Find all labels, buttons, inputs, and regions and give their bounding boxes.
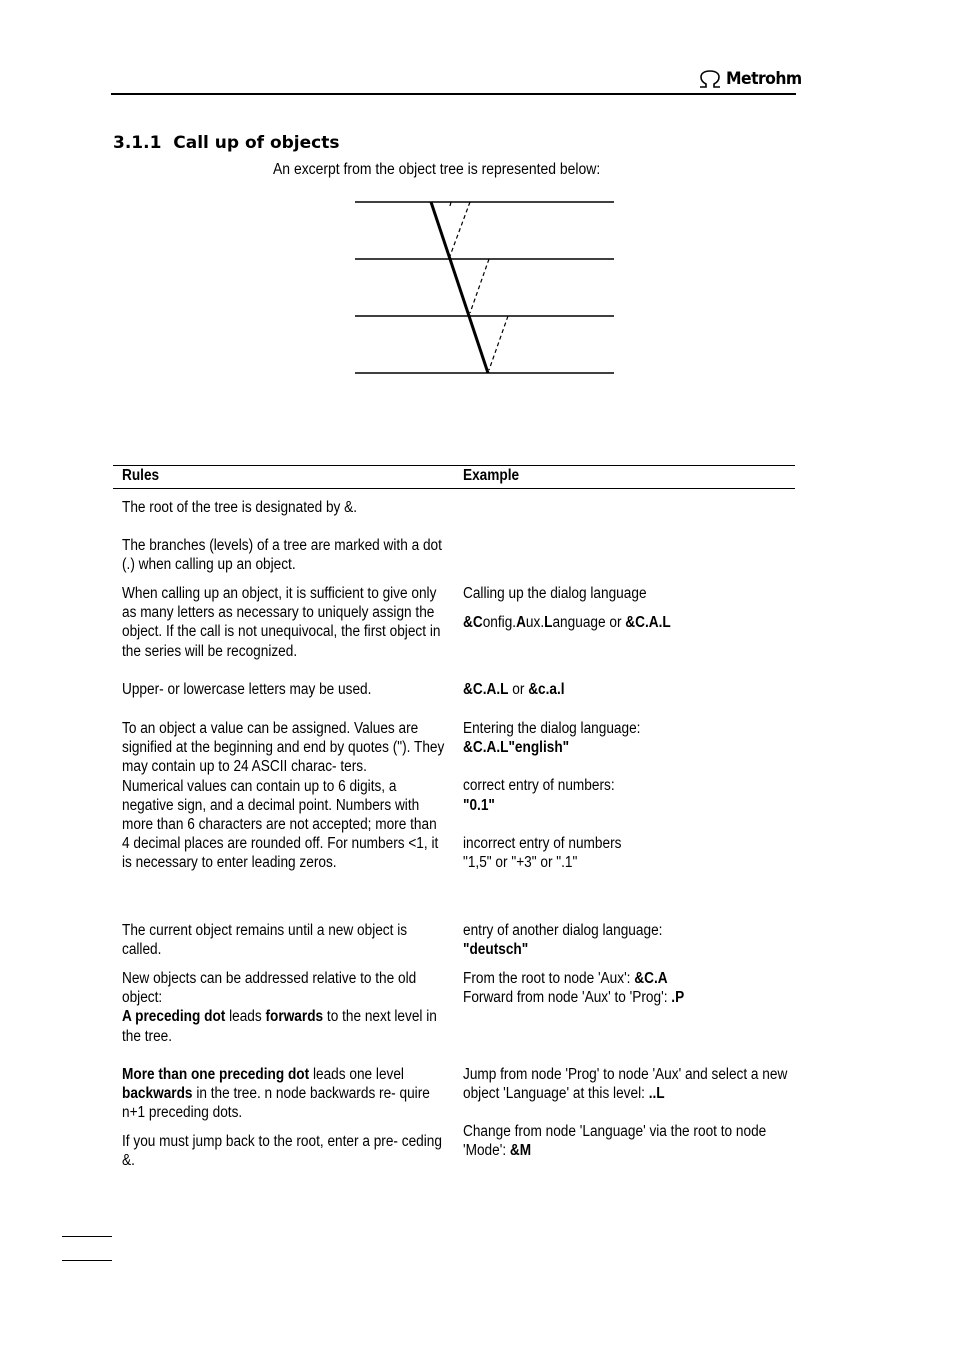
example-jump-root: [463, 1122, 797, 1160]
example-text: Jump from node 'Prog' to node 'Aux' and select a new object 'Language' at this level: ..L: [463, 1066, 788, 1103]
example-code: &C.A.L"english": [463, 739, 570, 757]
example-text: incorrect entry of numbers: [463, 834, 622, 852]
example-text: Entering the dialog language:: [463, 720, 641, 737]
rule-text: The current object remains until a new object is called.: [122, 922, 408, 959]
section-heading: [113, 133, 339, 153]
example-current-object: [463, 921, 797, 959]
tree-branch-dashed-1b: [450, 202, 470, 256]
section-number: 3.1.1: [113, 133, 162, 153]
intro-text: An excerpt from the object tree is represented below:: [273, 161, 601, 178]
rule-jump-root: [122, 1132, 448, 1170]
rule-abbreviation: [122, 584, 448, 661]
omega-icon: [697, 69, 723, 89]
rule-text: The root of the tree is designated by &.: [122, 499, 358, 516]
rule-text: More than one preceding dot leads one level backwards in the tree. n node backwards re- quire n+1 preceding dots.: [122, 1066, 430, 1122]
example-code: "deutsch": [463, 941, 529, 959]
rule-text: To an object a value can be assigned. Values are signified at the beginning and end by quotes ("). They may contain up to 24 ASCII charac- ters.: [122, 720, 445, 776]
object-tree-diagram: [340, 190, 630, 390]
rule-text: Numerical values can contain up to 6 digits, a negative sign, and a decimal point. Numbers with more than 6 characters are not accepted; more than 4 decimal places are rounded off. For numbers <1, it is necessary to enter leading zeros.: [122, 777, 439, 872]
example-code: "0.1": [463, 796, 495, 814]
logo-text: Metrohm: [726, 69, 802, 89]
example-case: [463, 680, 797, 699]
rule-text: New objects can be addressed relative to the old object:: [122, 970, 417, 1007]
example-text: entry of another dialog language:: [463, 922, 663, 939]
tree-branch-dashed-2: [470, 259, 489, 313]
example-relative-backward: [463, 1065, 797, 1103]
example-code: &C.A.L or &c.a.l: [463, 681, 565, 698]
rule-root: [122, 498, 448, 517]
rule-text: Upper- or lowercase letters may be used.: [122, 681, 372, 698]
column-header-rules: Rules: [122, 467, 160, 484]
footer-rule-bottom: [62, 1260, 112, 1261]
table-header-rule: [113, 488, 795, 489]
example-text: "1,5" or "+3" or ".1": [463, 854, 578, 872]
table-top-rule: [113, 465, 795, 466]
tree-branch-dashed-3: [489, 316, 508, 370]
column-header-example: Example: [463, 467, 520, 484]
rule-branches: [122, 536, 448, 574]
rule-relative-backward: [122, 1065, 448, 1123]
example-text: Change from node 'Language' via the root to node 'Mode': &M: [463, 1123, 767, 1160]
example-values: [463, 719, 797, 872]
example-abbreviation: [463, 584, 797, 632]
rule-relative-forward: [122, 969, 448, 1046]
rule-current-object: [122, 921, 448, 959]
brand-logo: [697, 66, 808, 92]
rule-case: [122, 680, 448, 699]
rule-text: If you must jump back to the root, enter a pre- ceding &.: [122, 1133, 442, 1170]
example-text: From the root to node 'Aux': &C.A: [463, 970, 668, 987]
example-code: &Config.Aux.Language or &C.A.L: [463, 614, 671, 632]
rule-text: When calling up an object, it is sufficient to give only as many letters as necessary to uniquely assign the object. If the call is not unequivocal, the first object in the series will be recognized.: [122, 585, 441, 660]
footer-rule-top: [62, 1236, 112, 1237]
rule-text: The branches (levels) of a tree are marked with a dot (.) when calling up an object.: [122, 537, 442, 574]
example-relative-forward: [463, 969, 797, 1007]
example-text: correct entry of numbers:: [463, 777, 615, 795]
example-text: Calling up the dialog language: [463, 585, 647, 602]
example-text: Forward from node 'Aux' to 'Prog': .P: [463, 989, 685, 1007]
rule-values: [122, 719, 448, 873]
rule-text: A preceding dot leads forwards to the next level in the tree.: [122, 1008, 437, 1045]
section-title: Call up of objects: [173, 133, 340, 153]
header-rule: [111, 93, 796, 95]
